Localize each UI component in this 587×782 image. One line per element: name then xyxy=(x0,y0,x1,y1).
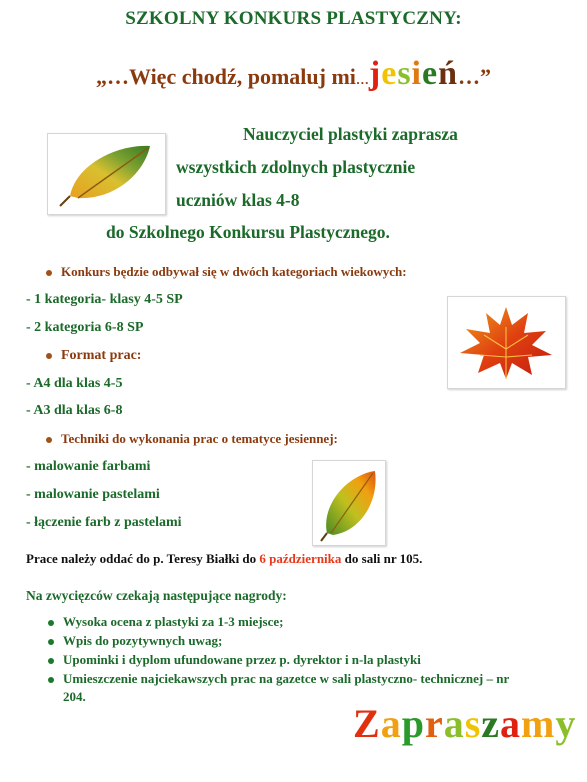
subtitle-letter: j xyxy=(368,55,382,92)
invitation-line-2: wszystkich zdolnych plastycznie xyxy=(176,157,416,177)
invitation-line-1: Nauczyciel plastyki zaprasza xyxy=(243,124,458,144)
subtitle xyxy=(0,55,587,93)
bullet-icon xyxy=(46,353,52,359)
closing-letter: y xyxy=(555,701,577,746)
closing-letter: Z xyxy=(353,701,381,746)
category-2: - 2 kategoria 6-8 SP xyxy=(26,320,144,335)
prize-item-3: Upominki i dyplom ufundowane przez p. dyrektor i n-la plastyki xyxy=(48,652,421,668)
closing-word xyxy=(353,700,576,747)
closing-letter: p xyxy=(401,701,425,746)
format-1: - A4 dla klas 4-5 xyxy=(26,376,123,391)
prize-item-2: Wpis do pozytywnych uwag; xyxy=(48,633,222,649)
deadline-text: Prace należy oddać do p. Teresy Białki do 6 października do sali nr 105. xyxy=(26,551,423,566)
invitation-line-3: uczniów klas 4-8 xyxy=(176,190,300,210)
yellow-leaf-icon xyxy=(313,461,385,545)
bullet-icon xyxy=(48,639,54,645)
format-2: - A3 dla klas 6-8 xyxy=(26,403,123,418)
subtitle-letter: i xyxy=(411,55,422,92)
category-1: - 1 kategoria- klasy 4-5 SP xyxy=(26,292,183,307)
page-title: SZKOLNY KONKURS PLASTYCZNY: xyxy=(125,8,462,29)
closing-letter: a xyxy=(443,701,465,746)
prizes-heading: Na zwycięzców czekają następujące nagrody: xyxy=(26,588,287,603)
bullet-icon xyxy=(48,620,54,626)
subtitle-letter: ń xyxy=(438,55,459,92)
closing-letter: r xyxy=(424,701,444,746)
subtitle-letter: s xyxy=(397,55,412,92)
deadline-date: 6 października xyxy=(259,551,342,566)
subtitle-close: …” xyxy=(458,64,492,89)
bullet-icon xyxy=(48,658,54,664)
closing-letter: m xyxy=(521,701,556,746)
subtitle-letter: e xyxy=(381,55,398,92)
technique-1: - malowanie farbami xyxy=(26,459,151,474)
technique-3: - łączenie farb z pastelami xyxy=(26,515,182,530)
categories-heading: Konkurs będzie odbywał się w dwóch kategoriach wiekowych: xyxy=(46,264,407,280)
prize-item-4: Umieszczenie najciekawszych prac na gazetce w sali plastyczno- technicznej – nr xyxy=(48,671,509,687)
maple-leaf-image xyxy=(447,296,566,389)
bullet-icon xyxy=(46,437,52,443)
closing-letter: a xyxy=(500,701,522,746)
autumn-leaf-image xyxy=(47,133,166,215)
yellow-leaf-image xyxy=(312,460,386,546)
autumn-leaf-icon xyxy=(48,134,165,214)
prize-item-4-cont: 204. xyxy=(63,689,86,704)
closing-letter: a xyxy=(380,701,402,746)
invitation-line-4: do Szkolnego Konkursu Plastycznego. xyxy=(106,222,390,242)
technique-2: - malowanie pastelami xyxy=(26,487,160,502)
bullet-icon xyxy=(48,677,54,683)
subtitle-dots: … xyxy=(355,72,369,87)
closing-letter: s xyxy=(464,701,482,746)
techniques-heading: Techniki do wykonania prac o tematyce jesiennej: xyxy=(46,431,338,447)
subtitle-letter: e xyxy=(422,55,439,92)
subtitle-open: „…Więc chodź, pomaluj mi xyxy=(95,64,356,89)
maple-leaf-icon xyxy=(448,297,565,388)
format-heading: Format prac: xyxy=(46,348,141,364)
subtitle-colored-word xyxy=(369,55,458,92)
bullet-icon xyxy=(46,270,52,276)
prize-item-1: Wysoka ocena z plastyki za 1-3 miejsce; xyxy=(48,614,284,630)
closing-letter: z xyxy=(481,701,501,746)
